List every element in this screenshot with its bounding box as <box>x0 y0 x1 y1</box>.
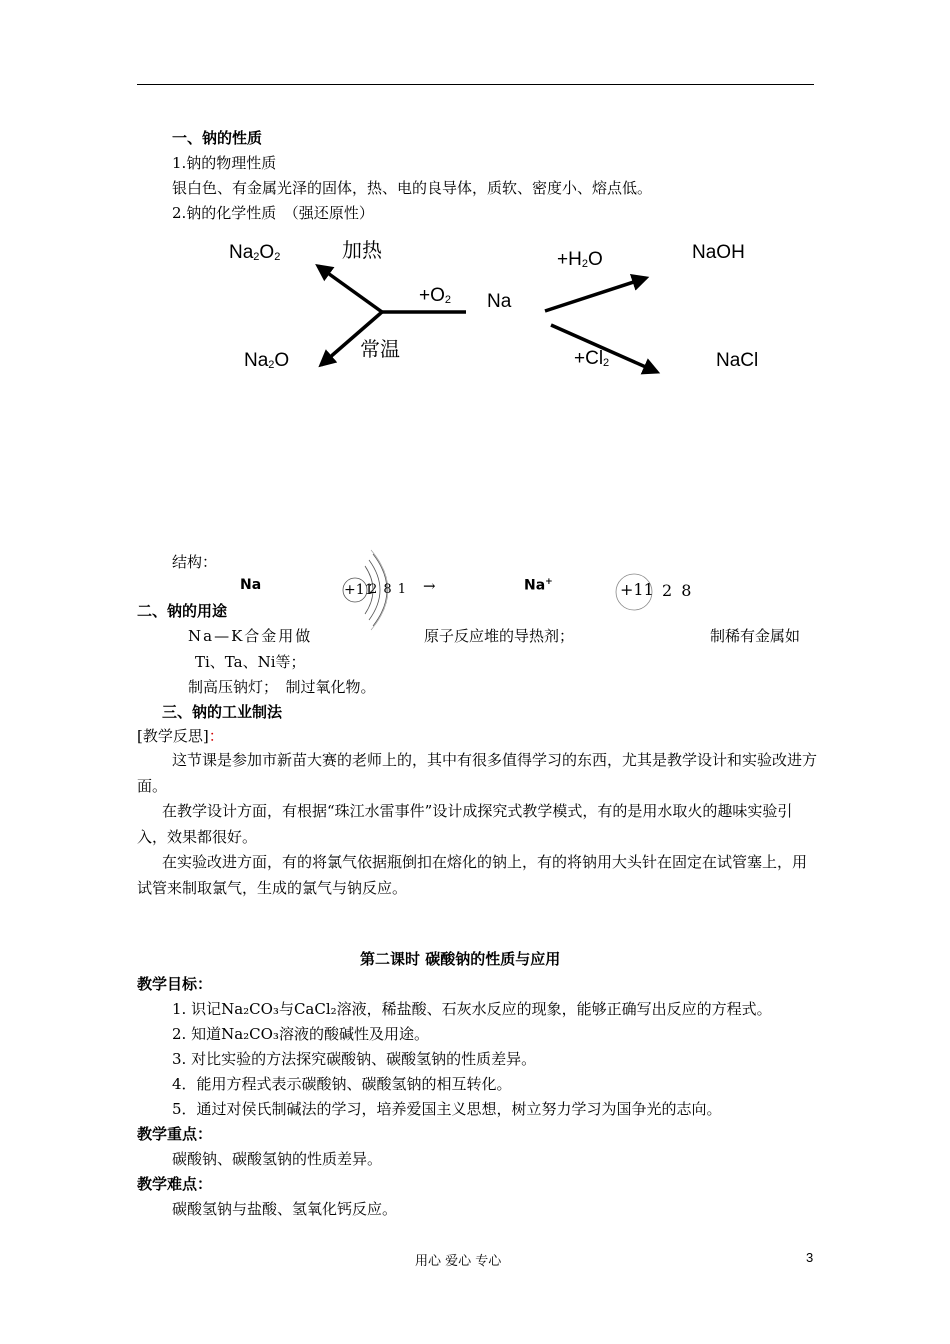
na-atom-label: Na <box>240 577 262 593</box>
reflection-paragraph-3: 在实验改进方面，有的将氯气依据瓶倒扣在熔化的钠上，有的将钠用大头针在固定在试管塞上，用试管来制取氯气，生成的氯气与钠反应。 <box>137 853 808 897</box>
difficult-points-heading: 教学难点： <box>137 1175 213 1193</box>
footer-motto: 用心 爱心 专心 <box>415 1254 502 1269</box>
arrow-to-naoh <box>545 278 646 311</box>
key-points-heading: 教学重点： <box>137 1125 213 1143</box>
lesson2-title: 第二课时 碳酸钠的性质与应用 <box>360 950 561 968</box>
goal-item: 4．能用方程式表示碳酸钠、碳酸氢钠的相互转化。 <box>172 1075 512 1093</box>
heating-condition: 加热 <box>342 238 382 262</box>
goals-heading: 教学目标： <box>137 975 213 993</box>
na-ion-label: Na+ <box>524 577 553 594</box>
section3-heading: 三、钠的工业制法 <box>162 703 283 721</box>
page-number: 3 <box>806 1250 814 1265</box>
goal-item: 3. 对比实验的方法探究碳酸钠、碳酸氢钠的性质差异。 <box>172 1050 537 1068</box>
reflection-paragraph-2: 在教学设计方面，有根据“珠江水雷事件”设计成探究式教学模式，有的是用水取火的趣味实验引入，效果都很好。 <box>137 802 793 846</box>
reflection-heading: [教学反思]： <box>137 727 224 745</box>
naoh-product: NaOH <box>692 242 745 263</box>
key-points-text: 碳酸钠、碳酸氢钠的性质差异。 <box>172 1150 383 1168</box>
use-coolant: 原子反应堆的导热剂； <box>424 627 575 645</box>
o2-reagent: $+O_2$ <box>419 285 451 306</box>
na-nucleus-charge: +11 <box>344 582 374 598</box>
ion-nucleus-charge: +11 <box>620 580 654 599</box>
reflection-paragraph-1: 这节课是参加市新苗大赛的老师上的，其中有很多值得学习的东西，尤其是教学设计和实验改进方面。 <box>137 751 818 795</box>
use-rare-metals: 制稀有金属如 <box>710 627 801 645</box>
goal-item: 5．通过对侯氏制碱法的学习，培养爱国主义思想，树立努力学习为国争光的志向。 <box>172 1100 722 1118</box>
arrow-to-na2o2 <box>318 266 382 312</box>
use-alloy: Na—K合金用做 <box>188 627 313 645</box>
nacl-product: NaCl <box>716 350 759 371</box>
structure-label: 结构： <box>172 553 218 571</box>
chemical-properties-subheading: 2.钠的化学性质 （强还原性） <box>172 204 374 222</box>
na-reactant: Na <box>487 291 512 312</box>
ionization-arrow: → <box>423 577 436 595</box>
reaction-diagram <box>0 0 950 400</box>
physical-properties-text: 银白色、有金属光泽的固体，热、电的良导体，质软、密度小、熔点低。 <box>172 179 653 197</box>
na2o-label: $Na_2O$ <box>244 350 290 371</box>
use-lamp-peroxide: 制高压钠灯； 制过氧化物。 <box>188 678 376 696</box>
ion-electron-config: 2 8 <box>662 581 694 600</box>
cl2-reagent: $+Cl_2$ <box>574 348 610 369</box>
room-temp-condition: 常温 <box>360 337 400 361</box>
goal-item: 2. 知道Na₂CO₃溶液的酸碱性及用途。 <box>172 1025 429 1043</box>
na2o2-label: $Na_2O_2$ <box>229 242 281 263</box>
goal-item: 1. 识记Na₂CO₃与CaCl₂溶液，稀盐酸、石灰水反应的现象，能够正确写出反应的方程式。 <box>172 1000 772 1018</box>
section2-heading: 二、钠的用途 <box>137 602 228 620</box>
h2o-reagent: $+H_2O$ <box>557 249 603 270</box>
section1-heading: 一、钠的性质 <box>172 129 263 147</box>
use-rare-metals-cont: Ti、Ta、Ni等； <box>195 653 306 671</box>
physical-properties-subheading: 1.钠的物理性质 <box>172 154 277 172</box>
na-electron-config: 2 8 1 <box>369 582 408 597</box>
difficult-points-text: 碳酸氢钠与盐酸、氢氧化钙反应。 <box>172 1200 398 1218</box>
